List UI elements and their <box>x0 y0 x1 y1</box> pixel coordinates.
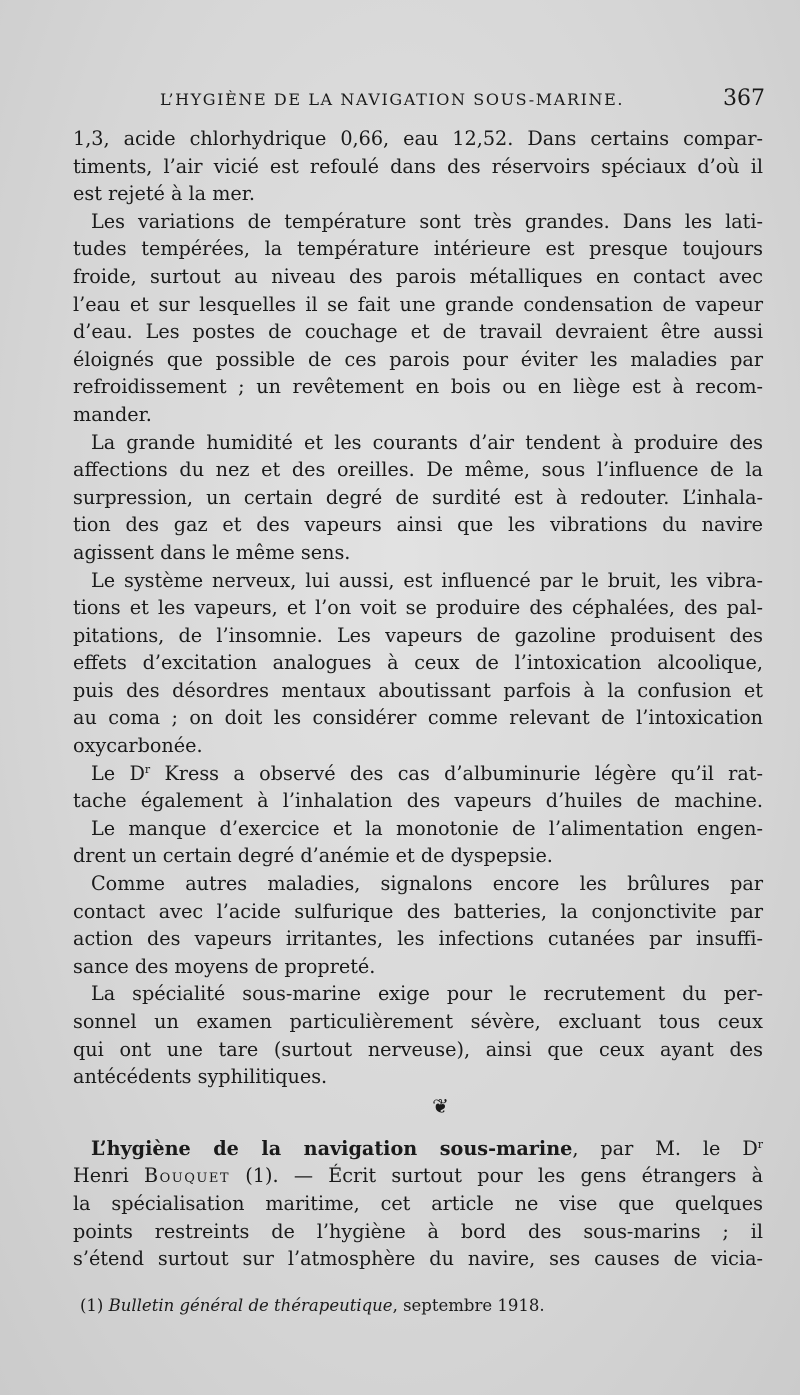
review-heading-line <box>73 1135 763 1163</box>
text-fragment: (1). — Écrit surtout pour les gens étrangers à <box>230 1164 764 1188</box>
text-line: tions et les vapeurs, et l’on voit se produire des céphalées, des pal- <box>73 596 763 620</box>
footnote-title: Bulletin général de thérapeutique <box>108 1296 393 1315</box>
running-title: L’HYGIÈNE DE LA NAVIGATION SOUS-MARINE. <box>160 90 625 109</box>
text-line: tache également à l’inhalation des vapeurs d’huiles de machine. <box>73 789 763 813</box>
text-line: affections du nez et des oreilles. De même, sous l’influence de la <box>73 458 763 482</box>
page-header <box>160 88 765 118</box>
text-line: timents, l’air vicié est refoulé dans des réservoirs spéciaux d’où il <box>73 154 763 178</box>
text-line: la spécialisation maritime, cet article ne vise que quelques <box>73 1191 763 1215</box>
footnote-rest: , septembre 1918. <box>392 1296 545 1315</box>
text-line: tudes tempérées, la température intérieure est presque toujours <box>73 237 763 261</box>
text-line: oxycarbonée. <box>73 734 203 758</box>
superscript: r <box>757 1137 764 1151</box>
text-line: refroidissement ; un revêtement en bois ou en liège est à recom- <box>73 375 763 399</box>
review-title: L’hygiène de la navigation sous-marine <box>91 1136 573 1160</box>
text-line: sonnel un examen particulièrement sévère, excluant tous ceux <box>73 1010 763 1033</box>
text-line: tion des gaz et des vapeurs ainsi que les vibrations du navire <box>73 513 763 537</box>
text-line: mander. <box>73 402 152 426</box>
text-fragment: Le D <box>91 761 145 785</box>
body-text <box>73 125 763 1273</box>
text-line: La grande humidité et les courants d’air tendent à produire des <box>91 430 763 454</box>
text-line: La spécialité sous-marine exige pour le recrutement du per- <box>91 982 763 1006</box>
review-author-line <box>73 1162 763 1190</box>
text-line: agissent dans le même sens. <box>73 540 351 564</box>
text-line: puis des désordres mentaux aboutissant parfois à la confusion et <box>73 678 763 702</box>
text-line <box>73 760 763 788</box>
text-line: points restreints de l’hygiène à bord des sous-marins ; il <box>73 1219 763 1243</box>
text-line: Le manque d’exercice et la monotonie de l’alimentation engen- <box>91 816 763 840</box>
text-fragment: Kress a observé des cas d’albuminurie légère qu’il rat- <box>150 761 763 785</box>
text-line: action des vapeurs irritantes, les infections cutanées par insuffi- <box>73 927 763 951</box>
text-line: drent un certain degré d’anémie et de dyspepsie. <box>73 844 553 868</box>
text-line: Le système nerveux, lui aussi, est influencé par le bruit, les vibra- <box>91 568 763 592</box>
text-line: Les variations de température sont très grandes. Dans les lati- <box>91 209 763 233</box>
section-divider <box>73 1121 763 1135</box>
text-line: froide, surtout au niveau des parois métalliques en contact avec <box>73 264 763 288</box>
ornament-icon: ❦ <box>432 1093 449 1118</box>
footnote-marker: (1) <box>80 1296 104 1315</box>
text-line: d’eau. Les postes de couchage et de travail devraient être aussi <box>73 320 763 344</box>
text-line: effets d’excitation analogues à ceux de l’intoxication alcoolique, <box>73 651 763 675</box>
author-last-name: Bouquet <box>144 1164 231 1188</box>
text-line: au coma ; on doit les considérer comme relevant de l’intoxication <box>73 706 763 730</box>
text-line: surpression, un certain degré de surdité est à redouter. L’inhala- <box>73 485 763 509</box>
text-line: sance des moyens de propreté. <box>73 954 376 978</box>
text-fragment: , par M. le D <box>572 1136 758 1160</box>
text-line: éloignés que possible de ces parois pour éviter les maladies par <box>73 347 763 371</box>
superscript: r <box>144 762 151 776</box>
text-line: 1,3, acide chlorhydrique 0,66, eau 12,52. Dans certains compar- <box>73 127 763 150</box>
text-line: est rejeté à la mer. <box>73 182 255 206</box>
page-number: 367 <box>723 86 765 111</box>
text-line: s’étend surtout sur l’atmosphère du navire, ses causes de vicia- <box>73 1247 763 1271</box>
text-line: pitations, de l’insomnie. Les vapeurs de gazoline produisent des <box>73 623 763 647</box>
author-first-name: Henri <box>73 1164 145 1188</box>
text-line: l’eau et sur lesquelles il se fait une grande condensation de vapeur <box>73 292 763 316</box>
text-line: Comme autres maladies, signalons encore les brûlures par <box>91 872 763 896</box>
text-line: qui ont une tare (surtout nerveuse), ainsi que ceux ayant des <box>73 1037 763 1061</box>
footnote <box>80 1296 545 1315</box>
text-line: antécédents syphilitiques. <box>73 1065 328 1089</box>
text-line: contact avec l’acide sulfurique des batteries, la conjonctivite par <box>73 899 763 923</box>
